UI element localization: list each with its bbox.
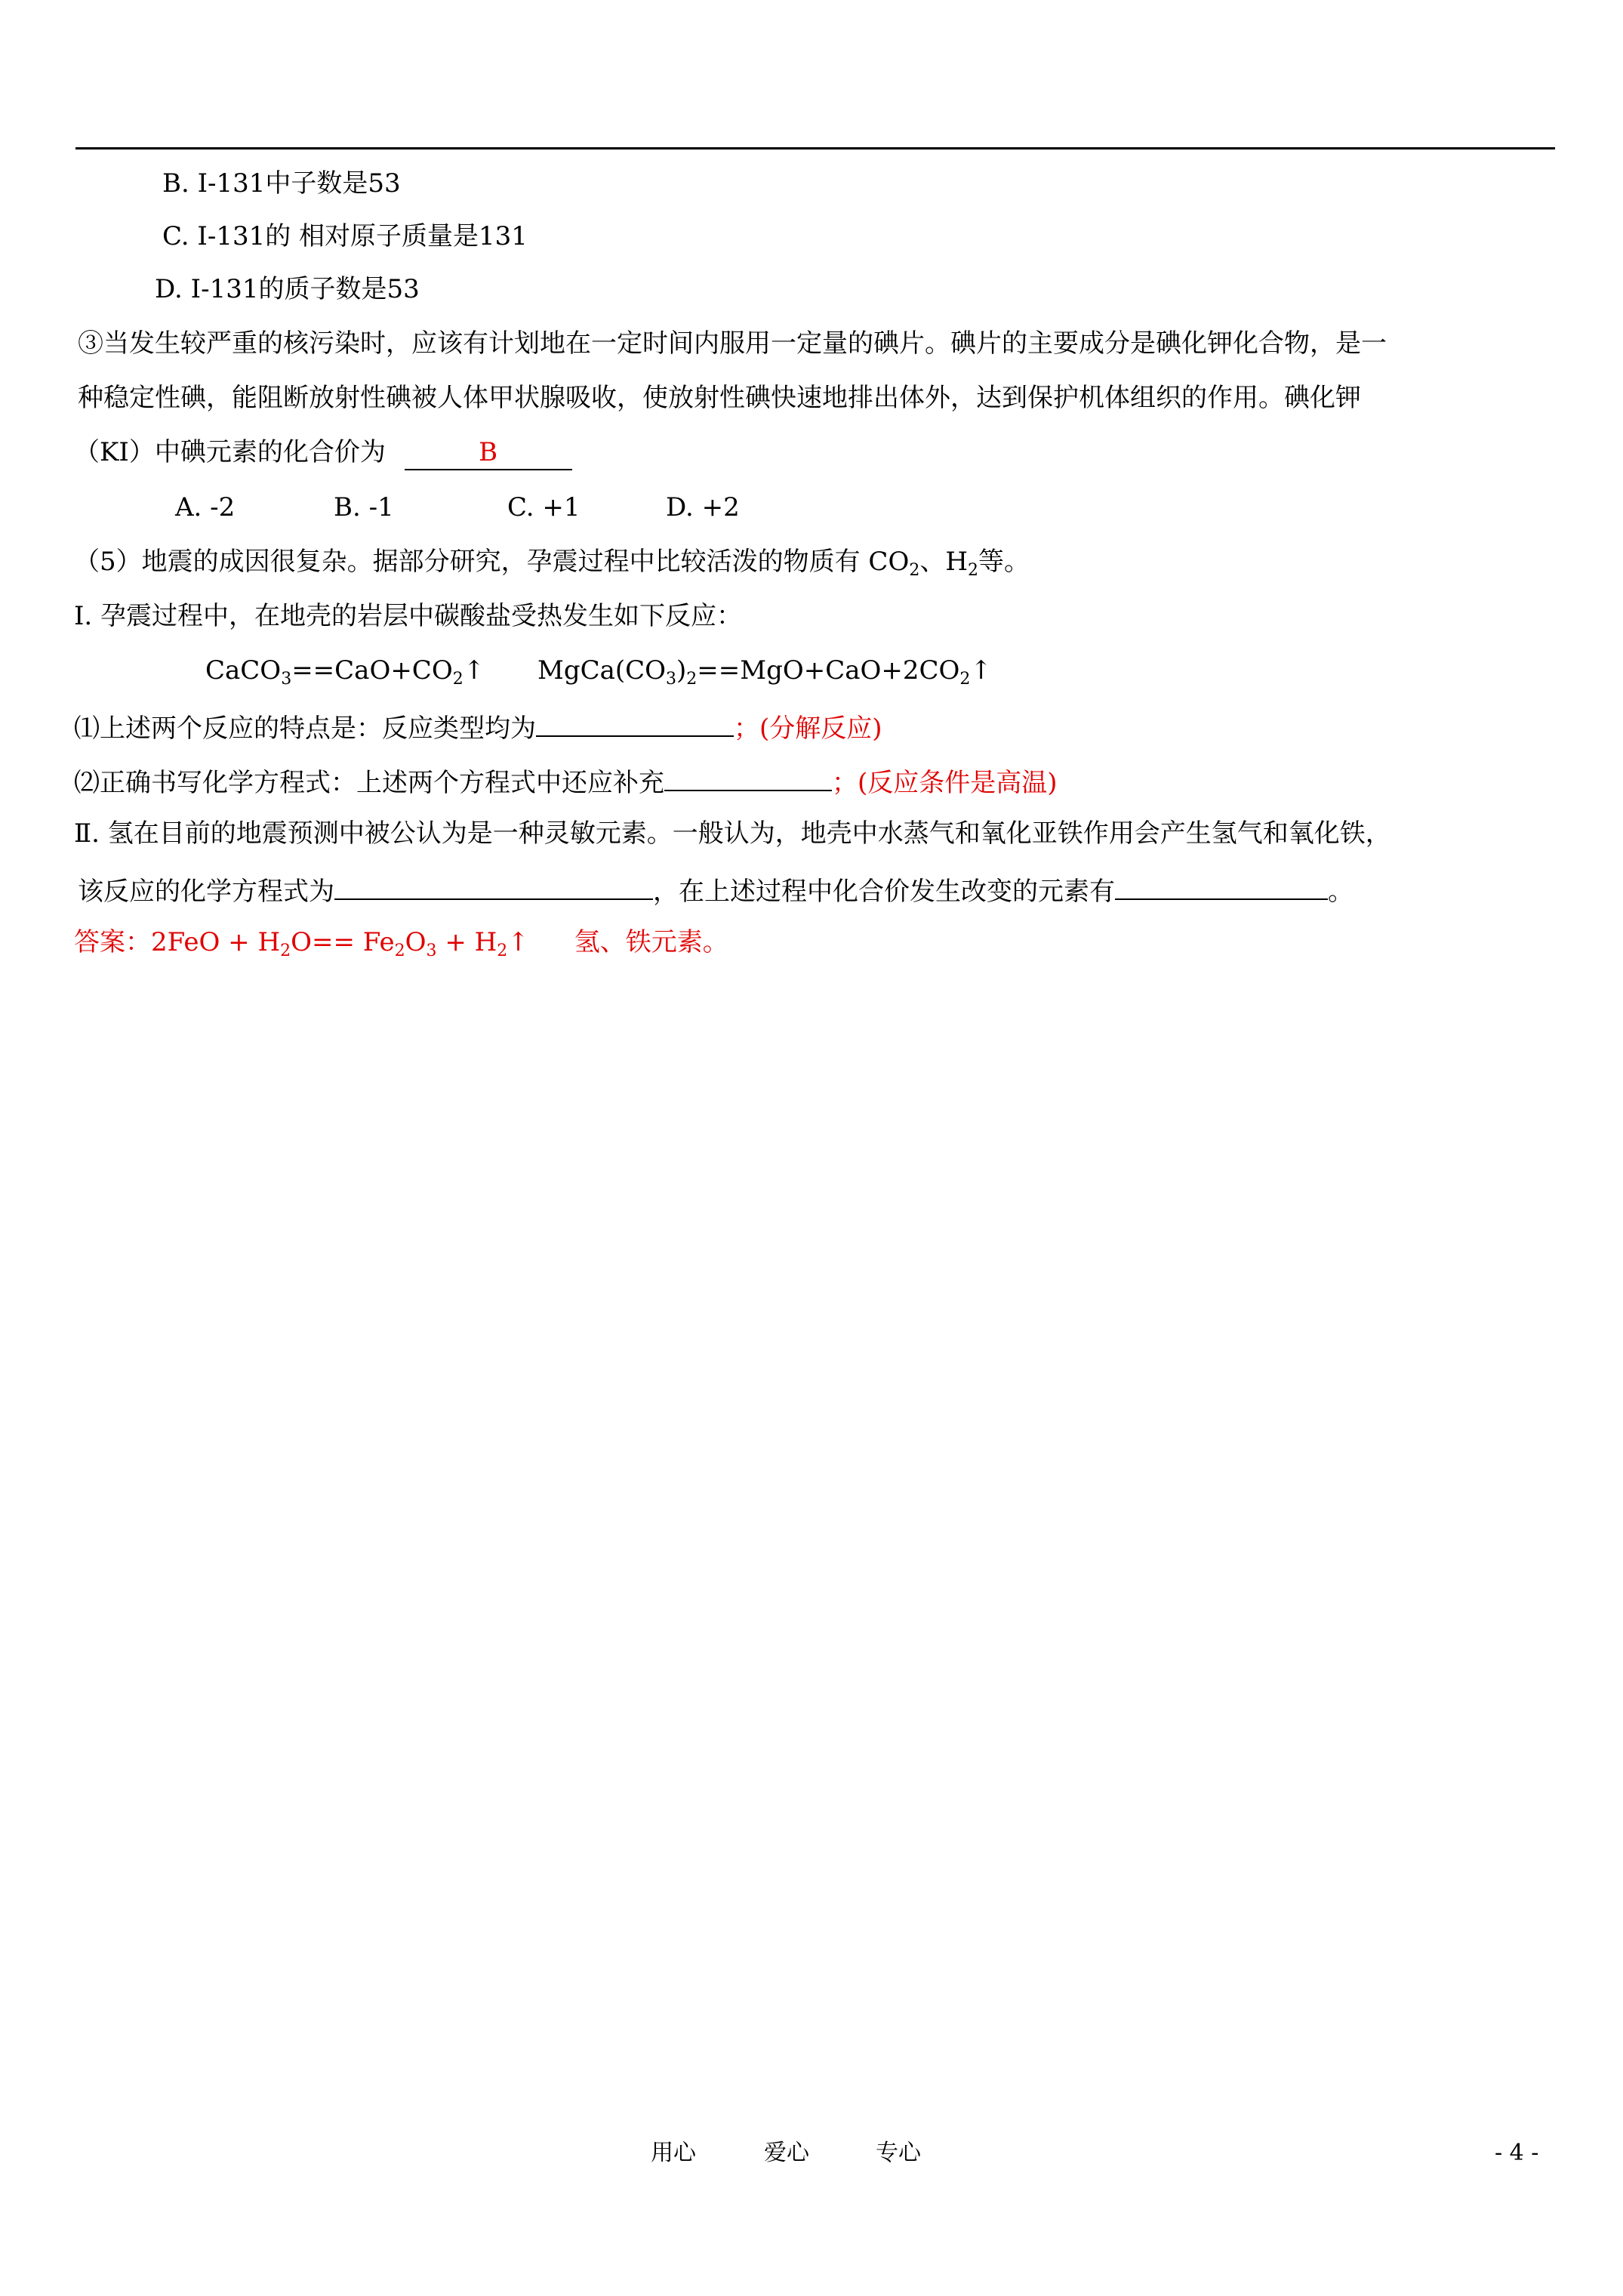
equation-2: $MgCa(CO_3)_2==MgO+CaO+2CO_2↑$ — [537, 655, 992, 689]
part2-text-line-2 — [78, 871, 1354, 908]
part2-end: 。 — [1328, 877, 1354, 907]
q5-intro-sep: 、H — [919, 547, 968, 577]
p1-q1-blank — [536, 708, 734, 737]
footer-motto-2: 爱心 — [764, 2140, 809, 2166]
part2-equation-prompt: 该反应的化学方程式为 — [78, 877, 334, 907]
answer-label: 答案： — [74, 927, 151, 957]
equation-1: $CaCO_3==CaO+CO_2↑$ — [205, 655, 485, 689]
q3-option-d: D. +2 — [666, 492, 740, 522]
part2-elements-prompt: ，在上述过程中化合价发生改变的元素有 — [653, 877, 1115, 907]
part1-question-2 — [74, 763, 1058, 800]
part2-elements-blank — [1115, 871, 1328, 900]
part1-title: Ⅰ. 孕震过程中，在地壳的岩层中碳酸盐受热发生如下反应： — [74, 601, 743, 631]
answer-equation: $2FeO + H_2O== Fe_2O_3$ + $H_2↑$ — [151, 927, 529, 960]
answer-elements: 氢、铁元素。 — [574, 927, 728, 957]
q5-intro-text: （5）地震的成因很复杂。据部分研究，孕震过程中比较活泼的物质有 CO — [74, 547, 910, 577]
option-d: D. I-131的质子数是53 — [155, 274, 420, 304]
header-rule — [75, 147, 1555, 149]
q3-text-line-3 — [74, 436, 572, 470]
part2-equation-blank — [334, 871, 653, 900]
p1-q2-blank — [664, 763, 832, 791]
q5-intro-end: 等。 — [978, 547, 1030, 577]
p1-q2-answer: ；(反应条件是高温) — [832, 768, 1058, 798]
q3-text-line-2: 种稳定性碘，能阻断放射性碘被人体甲状腺吸收，使放射性碘快速地排出体外，达到保护机体组织的作用。碘化钾 — [78, 383, 1361, 413]
q5-intro: （5）地震的成因很复杂。据部分研究，孕震过程中比较活泼的物质有 $CO_2$、$H_2$等。 — [74, 547, 1030, 580]
q3-option-c: C. +1 — [507, 492, 581, 522]
footer-motto-1: 用心 — [651, 2140, 696, 2166]
p1-q2-text: ⑵正确书写化学方程式：上述两个方程式中还应补充 — [74, 768, 664, 798]
q3-answer-blank: B — [405, 436, 572, 470]
q3-option-b: B. -1 — [334, 492, 394, 522]
q3-option-a: A. -2 — [175, 492, 236, 522]
option-c: C. I-131的 相对原子质量是131 — [162, 221, 528, 251]
part2-text-line-1: Ⅱ. 氢在目前的地震预测中被公认为是一种灵敏元素。一般认为，地壳中水蒸气和氧化亚铁作用会产生氢气和氧化铁， — [74, 818, 1391, 849]
page-number: - 4 - — [1495, 2140, 1539, 2166]
part1-question-1 — [74, 708, 882, 745]
answer-line — [74, 926, 728, 968]
p1-q1-answer: ；(分解反应) — [734, 713, 882, 744]
p1-q1-text: ⑴上述两个反应的特点是：反应类型均为 — [74, 713, 536, 744]
footer-motto-3: 专心 — [876, 2140, 921, 2166]
q3-text-line-1: ③当发生较严重的核污染时，应该有计划地在一定时间内服用一定量的碘片。碘片的主要成分是碘化钾化合物，是一 — [78, 328, 1387, 359]
option-b: B. I-131中子数是53 — [162, 168, 401, 199]
q3-options — [175, 491, 740, 524]
q3-question: （KI）中碘元素的化合价为 — [74, 437, 386, 467]
